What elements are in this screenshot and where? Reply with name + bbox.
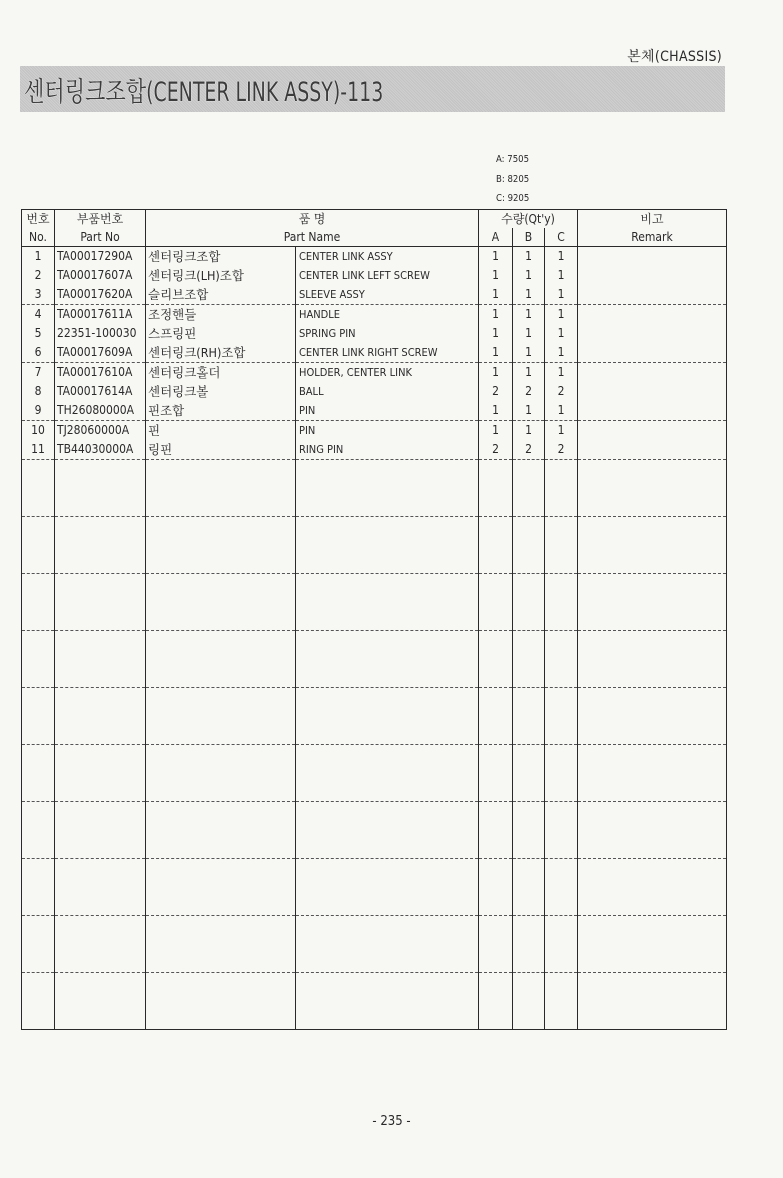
blank-row [22, 517, 727, 574]
row-remark [578, 401, 727, 421]
row-part-no: TA00017611A [55, 305, 146, 325]
row-qty-b: 1 [513, 285, 545, 305]
row-qty-b: 1 [513, 305, 545, 325]
row-remark [578, 266, 727, 285]
row-name-en: PIN [296, 421, 479, 441]
row-no: 8 [22, 382, 55, 401]
header-qty-a: A [479, 228, 513, 247]
row-part-no: TA00017620A [55, 285, 146, 305]
row-qty-c: 1 [545, 421, 578, 441]
row-qty-a: 1 [479, 305, 513, 325]
row-part-no: 22351-100030 [55, 324, 146, 343]
blank-row [22, 631, 727, 688]
table-row [22, 266, 727, 285]
row-qty-b: 2 [513, 382, 545, 401]
row-qty-a: 2 [479, 382, 513, 401]
row-name-kr: 스프링핀 [146, 324, 296, 343]
row-no: 11 [22, 440, 55, 460]
row-part-no: TA00017609A [55, 343, 146, 363]
row-part-no: TJ28060000A [55, 421, 146, 441]
header-qty-kr: 수량(Qt'y) [479, 210, 578, 229]
row-qty-b: 1 [513, 266, 545, 285]
row-no: 6 [22, 343, 55, 363]
row-qty-b: 1 [513, 324, 545, 343]
row-no: 9 [22, 401, 55, 421]
blank-row [22, 802, 727, 859]
header-part-no-en: Part No [55, 228, 146, 247]
row-qty-c: 1 [545, 285, 578, 305]
row-no: 7 [22, 363, 55, 383]
row-no: 10 [22, 421, 55, 441]
row-qty-b: 1 [513, 421, 545, 441]
table-row [22, 247, 727, 267]
table-row [22, 401, 727, 421]
section-label: 본체(CHASSIS) [627, 49, 722, 65]
row-name-kr: 센터링크조합 [146, 247, 296, 267]
table-row [22, 305, 727, 325]
row-qty-a: 1 [479, 363, 513, 383]
row-remark [578, 421, 727, 441]
row-no: 1 [22, 247, 55, 267]
row-name-kr: 핀 [146, 421, 296, 441]
row-remark [578, 324, 727, 343]
row-name-kr: 센터링크홀더 [146, 363, 296, 383]
row-remark [578, 247, 727, 267]
row-part-no: TA00017607A [55, 266, 146, 285]
header-remark-en: Remark [578, 228, 727, 247]
header-qty-c: C [545, 228, 578, 247]
row-name-en: HOLDER, CENTER LINK [296, 363, 479, 383]
row-no: 5 [22, 324, 55, 343]
row-no: 3 [22, 285, 55, 305]
table-row [22, 343, 727, 363]
row-qty-c: 1 [545, 324, 578, 343]
row-part-no: TH26080000A [55, 401, 146, 421]
row-name-kr: 센터링크(LH)조합 [146, 266, 296, 285]
row-qty-c: 2 [545, 440, 578, 460]
row-no: 4 [22, 305, 55, 325]
blank-row [22, 973, 727, 1030]
row-qty-b: 1 [513, 247, 545, 267]
row-name-en: BALL [296, 382, 479, 401]
row-name-en: RING PIN [296, 440, 479, 460]
model-label-b: B: 8205 [496, 174, 530, 185]
header-no-kr: 번호 [22, 210, 55, 229]
row-name-en: CENTER LINK LEFT SCREW [296, 266, 479, 285]
row-name-en: CENTER LINK RIGHT SCREW [296, 343, 479, 363]
row-qty-a: 1 [479, 266, 513, 285]
row-qty-a: 1 [479, 324, 513, 343]
row-part-no: TA00017290A [55, 247, 146, 267]
row-remark [578, 440, 727, 460]
row-name-en: SPRING PIN [296, 324, 479, 343]
row-qty-b: 2 [513, 440, 545, 460]
row-qty-c: 1 [545, 401, 578, 421]
header-part-no-kr: 부품번호 [55, 210, 146, 229]
row-remark [578, 285, 727, 305]
header-no-en: No. [22, 228, 55, 247]
header-name-en: Part Name [146, 228, 479, 247]
row-remark [578, 343, 727, 363]
row-remark [578, 305, 727, 325]
row-qty-c: 1 [545, 266, 578, 285]
row-no: 2 [22, 266, 55, 285]
row-qty-c: 1 [545, 363, 578, 383]
row-qty-a: 1 [479, 285, 513, 305]
row-qty-a: 1 [479, 401, 513, 421]
page-number: - 235 - [372, 1114, 411, 1129]
row-name-en: HANDLE [296, 305, 479, 325]
row-qty-c: 1 [545, 247, 578, 267]
table-row [22, 285, 727, 305]
blank-row [22, 745, 727, 802]
row-qty-a: 2 [479, 440, 513, 460]
row-name-en: PIN [296, 401, 479, 421]
model-label-c: C: 9205 [496, 193, 530, 204]
row-name-kr: 핀조합 [146, 401, 296, 421]
model-label-a: A: 7505 [496, 154, 530, 165]
row-remark [578, 363, 727, 383]
row-qty-a: 1 [479, 421, 513, 441]
row-qty-a: 1 [479, 343, 513, 363]
row-name-en: CENTER LINK ASSY [296, 247, 479, 267]
blank-row [22, 859, 727, 916]
table-row [22, 440, 727, 460]
table-row [22, 363, 727, 383]
header-qty-b: B [513, 228, 545, 247]
row-name-kr: 링핀 [146, 440, 296, 460]
table-row [22, 324, 727, 343]
row-qty-a: 1 [479, 247, 513, 267]
row-qty-c: 2 [545, 382, 578, 401]
row-name-kr: 조정핸들 [146, 305, 296, 325]
page-title: 센터링크조합(CENTER LINK ASSY)-113 [24, 77, 384, 108]
parts-table [21, 209, 727, 1030]
row-remark [578, 382, 727, 401]
blank-row [22, 688, 727, 745]
header-name-kr: 품 명 [146, 210, 479, 229]
row-part-no: TA00017610A [55, 363, 146, 383]
row-qty-b: 1 [513, 401, 545, 421]
blank-row [22, 574, 727, 631]
row-name-kr: 센터링크(RH)조합 [146, 343, 296, 363]
row-name-kr: 슬리브조합 [146, 285, 296, 305]
table-row [22, 382, 727, 401]
row-qty-c: 1 [545, 305, 578, 325]
row-part-no: TB44030000A [55, 440, 146, 460]
row-qty-c: 1 [545, 343, 578, 363]
blank-row [22, 460, 727, 517]
row-name-kr: 센터링크볼 [146, 382, 296, 401]
table-row [22, 421, 727, 441]
row-part-no: TA00017614A [55, 382, 146, 401]
header-remark-kr: 비고 [578, 210, 727, 229]
row-qty-b: 1 [513, 363, 545, 383]
row-qty-b: 1 [513, 343, 545, 363]
row-name-en: SLEEVE ASSY [296, 285, 479, 305]
blank-row [22, 916, 727, 973]
